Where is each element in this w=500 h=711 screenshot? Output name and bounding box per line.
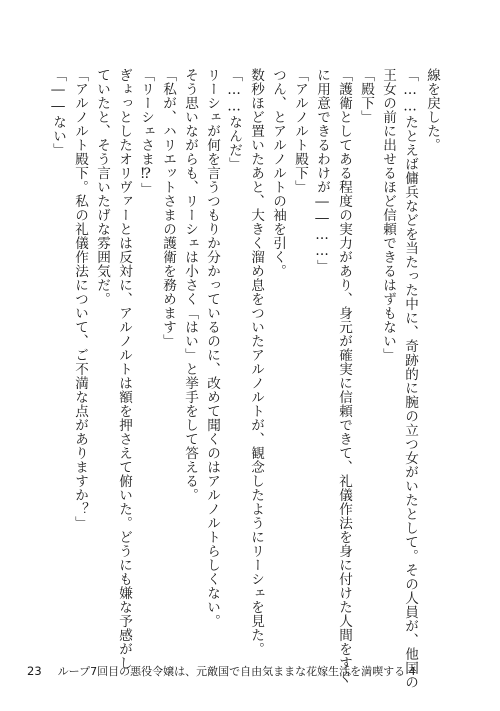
text-column: 王女の前に出せるほど信頼できるはずもない」 — [380, 68, 396, 362]
text-column: 線を戻した。 — [424, 68, 440, 152]
book-title: ループ7回目の悪役令嬢は、元敵国で自由気ままな花嫁生活を満喫する 4 — [57, 665, 416, 678]
text-column: 「アルノルト殿下。私の礼儀作法について、ご不満な点がありますか？」 — [72, 68, 88, 530]
text-column: 「……たとえば傭兵などを当たった中に、奇跡的に腕の立つ女がいたとして。その人員が、他国の — [402, 68, 418, 689]
text-column: ぎょっとしたオリヴァーとは反対に、アルノルトは額を押さえて俯いた。どうにも嫌な予感がし — [116, 68, 132, 670]
text-column: そう思いながらも、リーシェは小さく「はい」と挙手をして答える。 — [182, 68, 198, 502]
text-column: つん、とアルノルトの袖を引く。 — [270, 68, 286, 278]
text-column: 「……なんだ」 — [226, 68, 242, 171]
text-column: 「殿下」 — [358, 68, 374, 124]
text-column: 「アルノルト殿下」 — [292, 68, 308, 194]
text-column: 「――ない」 — [50, 68, 66, 157]
text-column: 「私が、ハリエットさまの護衛を務めます」 — [160, 68, 176, 348]
text-column: 数秒ほど置いたあと、大きく溜め息をついたアルノルトが、観念したようにリーシェを見た。 — [248, 68, 264, 656]
text-column: ていたと、そう言いたげな雰囲気だ。 — [94, 68, 110, 306]
page-number: 23 — [27, 664, 42, 678]
text-column: リーシェが何を言うつもりか分かっているのに、改めて聞くのはアルノルトらしくない。 — [204, 68, 220, 628]
text-column: に用意できるわけが――……」 — [314, 68, 330, 274]
text-column: 「護衛としてある程度の実力があり、身元が確実に信頼できて、礼儀作法を身に付けた人間をすぐ — [336, 68, 352, 684]
text-column: 「リーシェさま⁉」 — [138, 68, 154, 197]
page-footer — [27, 661, 467, 681]
